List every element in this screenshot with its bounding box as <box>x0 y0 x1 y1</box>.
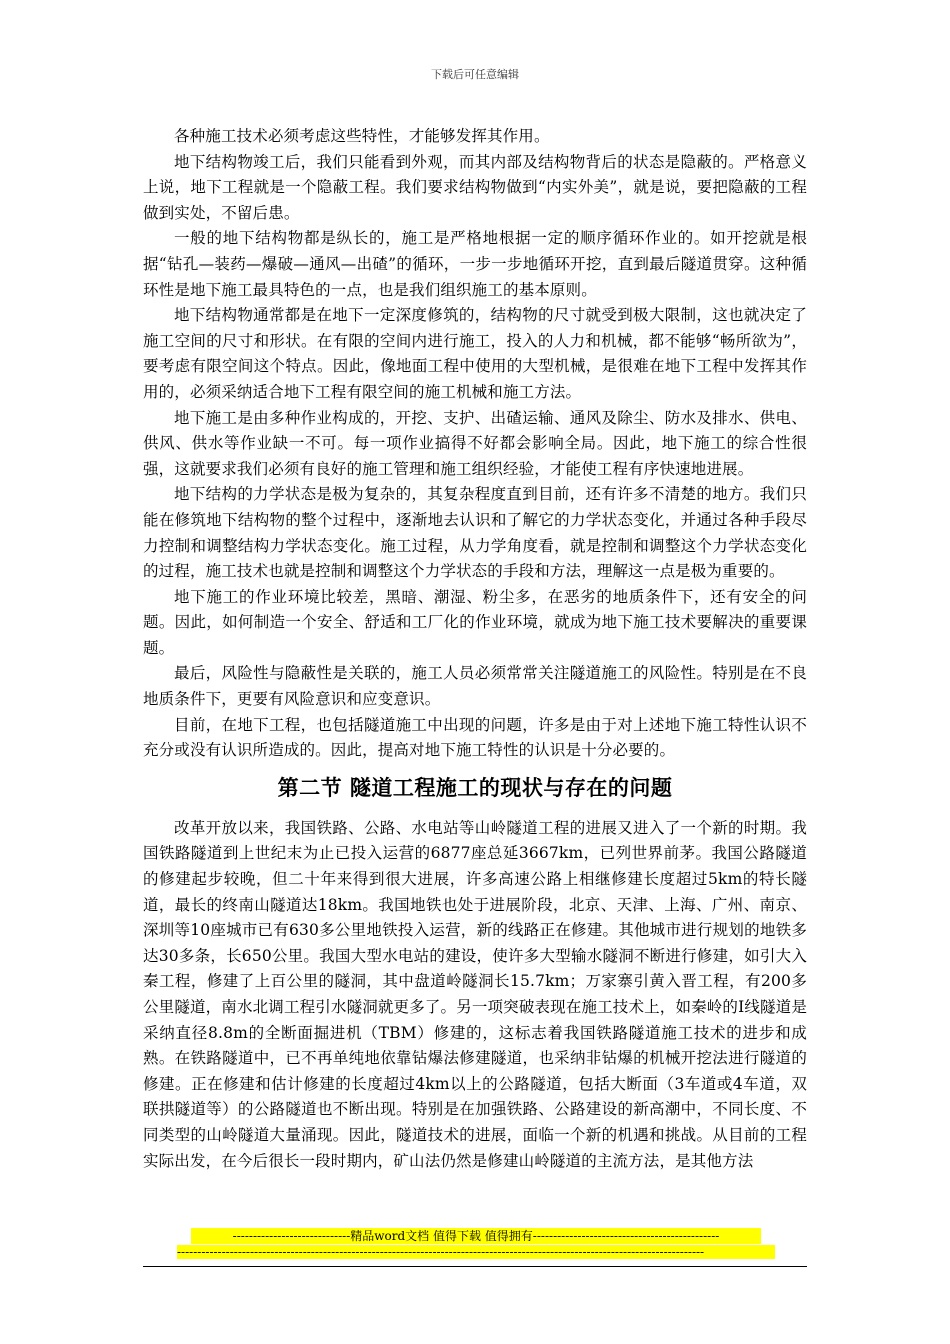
page-header-note: 下载后可任意编辑 <box>431 68 519 81</box>
section-heading: 第二节 隧道工程施工的现状与存在的问题 <box>277 774 673 800</box>
paragraph: 一般的地下结构物都是纵长的，施工是严格地根据一定的顺序循环作业的。如开挖就是根据“钻孔—装药—爆破—通风—出碴”的循环，一步一步地循环开挖，直到最后隧道贯穿。这种循环性是地下施工最具特色的一点，也是我们组织施工的基本原则。 <box>143 229 807 299</box>
document-body <box>143 124 807 1174</box>
paragraph: 地下结构物通常都是在地下一定深度修筑的，结构物的尺寸就受到极大限制，这也就决定了施工空间的尺寸和形状。在有限的空间内进行施工，投入的人力和机械，都不能够“畅所欲为”，要考虑有限空间这个特点。因此，像地面工程中使用的大型机械，是很难在地下工程中发挥其作用的，必须采纳适合地下工程有限空间的施工机械和施工方法。 <box>143 306 807 401</box>
paragraph: 最后，风险性与隐蔽性是关联的，施工人员必须常常关注隧道施工的风险性。特别是在不良地质条件下，更要有风险意识和应变意识。 <box>143 664 807 709</box>
footer-banner: -----------------------------精品word文档 值得下载 值得拥有---------------------------------------------- <box>191 1228 761 1244</box>
paragraph: 地下施工的作业环境比较差，黑暗、潮湿、粉尘多，在恶劣的地质条件下，还有安全的问题。因此，如何制造一个安全、舒适和工厂化的作业环境，就成为地下施工技术要解决的重要课题。 <box>143 587 807 657</box>
paragraph: 地下结构的力学状态是极为复杂的，其复杂程度直到目前，还有许多不清楚的地方。我们只能在修筑地下结构物的整个过程中，逐渐地去认识和了解它的力学状态变化，并通过各种手段尽力控制和调整结构力学状态变化。施工过程，从力学角度看，就是控制和调整这个力学状态变化的过程，施工技术也就是控制和调整这个力学状态的手段和方法，理解这一点是极为重要的。 <box>143 485 807 581</box>
paragraph: 地下施工是由多种作业构成的，开挖、支护、出碴运输、通风及除尘、防水及排水、供电、供风、供水等作业缺一不可。每一项作业搞得不好都会影响全局。因此，地下施工的综合性很强，这就要求我们必须有良好的施工管理和施工组织经验，才能使工程有序快速地进展。 <box>143 408 807 478</box>
paragraph: 改革开放以来，我国铁路、公路、水电站等山岭隧道工程的进展又进入了一个新的时期。我国铁路隧道到上世纪末为止已投入运营的6877座总延3667km，已列世界前茅。我国公路隧道的修建起步较晚，但二十年来得到很大进展，许多高速公路上相继修建长度超过5km的特长隧道，最长的终南山隧道达18km。我国地铁也处于进展阶段，北京、天津、上海、广州、南京、深圳等10座城市已有630多公里地铁投入运营，新的线路正在修建。其他城市进行规划的地铁多达30多条，长650公里。我国大型水电站的建设，使许多大型输水隧洞不断进行修建，如引大入秦工程，修建了上百公里的隧洞，其中盘道岭隧洞长15.7km；万家寨引黄入晋工程，有200多公里隧道，南水北调工程引水隧洞就更多了。另一项突破表现在施工技术上，如秦岭的I线隧道是采纳直径8.8m的全断面掘进机（TBM）修建的，这标志着我国铁路隧道施工技术的进步和成熟。在铁路隧道中，已不再单纯地依靠钻爆法修建隧道，也采纳非钻爆的机械开挖法进行隧道的修建。正在修建和估计修建的长度超过4km以上的公路隧道，包括大断面（3车道或4车道，双联拱隧道等）的公路隧道也不断出现。特别是在加强铁路、公路建设的新高潮中，不同长度、不同类型的山岭隧道大量涌现。因此，隧道技术的进展，面临一个新的机遇和挑战。从目前的工程实际出发，在今后很长一段时期内，矿山法仍然是修建山岭隧道的主流方法，是其他方法 <box>143 818 807 1170</box>
footer-dash-line: ---------------------------------------------------------------------------------------------------------------------------------- <box>177 1245 775 1259</box>
paragraph: 目前，在地下工程，也包括隧道施工中出现的问题，许多是由于对上述地下施工特性认识不充分或没有认识所造成的。因此，提高对地下施工特性的认识是十分必要的。 <box>143 715 807 760</box>
paragraph: 地下结构物竣工后，我们只能看到外观，而其内部及结构物背后的状态是隐蔽的。严格意义上说，地下工程就是一个隐蔽工程。我们要求结构物做到“内实外美”，就是说，要把隐蔽的工程做到实处，不留后患。 <box>143 152 807 222</box>
footer-divider <box>143 1266 807 1267</box>
paragraph: 各种施工技术必须考虑这些特性，才能够发挥其作用。 <box>174 127 550 145</box>
